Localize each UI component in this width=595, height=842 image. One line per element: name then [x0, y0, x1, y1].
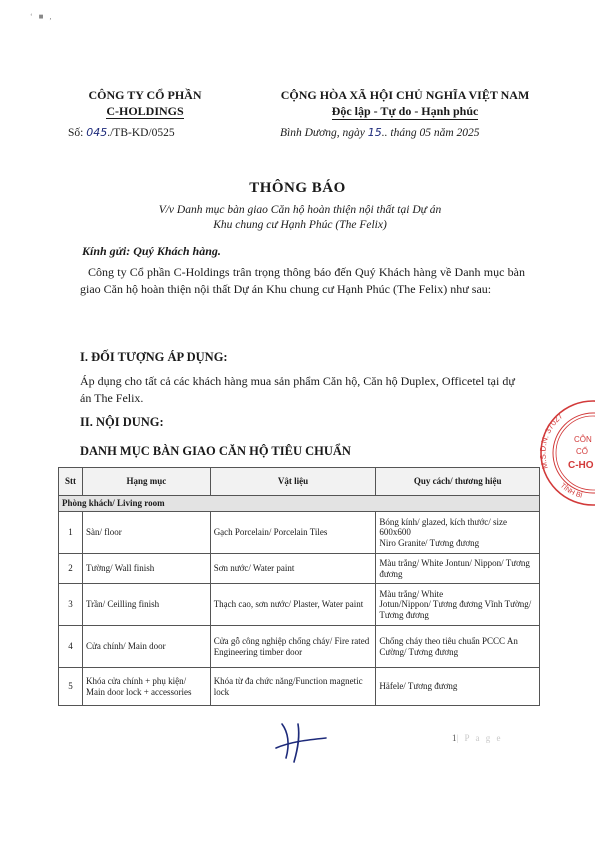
seal-bottom-tspan: TỈNH BÌ [558, 482, 583, 500]
table-row [59, 668, 540, 706]
table-row [59, 626, 540, 668]
seal-ring-tspan: M.S.D.N: 37027 [538, 411, 565, 470]
cell-stt: 4 [59, 626, 83, 668]
doc-number-prefix: Số: [68, 127, 87, 139]
place-date-suffix: .. tháng 05 năm 2025 [381, 127, 480, 139]
cell-spec: Häfele/ Tương đương [376, 668, 540, 706]
signature [268, 718, 338, 771]
section-1-heading: I. ĐỐI TƯỢNG ÁP DỤNG: [80, 350, 228, 364]
doc-number-handwritten: 045 [86, 126, 108, 139]
company-seal [538, 398, 595, 513]
notice-title: THÔNG BÁO [249, 180, 346, 196]
place-date-day: 15 [367, 126, 382, 139]
scan-mark: ‘ ■ , [30, 12, 54, 21]
seal-icon [538, 398, 595, 508]
cell-spec: Chống cháy theo tiêu chuẩn PCCC An Cường/ Tương đương [376, 626, 540, 668]
seal-ring-text [538, 411, 565, 470]
header-stt: Stt [59, 468, 83, 496]
group-living-room: Phòng khách/ Living room [59, 496, 540, 512]
header-item: Hạng mục [82, 468, 210, 496]
section-2-heading: II. NỘI DUNG: [80, 415, 164, 429]
signature-mark [268, 718, 338, 766]
document-number [68, 126, 175, 139]
header-material: Vật liệu [210, 468, 376, 496]
cell-stt: 2 [59, 554, 83, 584]
cell-material: Khóa từ đa chức năng/Function magnetic lock [210, 668, 376, 706]
company-header [60, 88, 230, 120]
cell-stt: 3 [59, 584, 83, 626]
cell-spec: Bóng kính/ glazed, kích thước/ size 600x600 Niro Granite/ Tương đương [376, 512, 540, 554]
intro-paragraph: Công ty Cổ phần C-Holdings trân trọng thông báo đến Quý Khách hàng về Danh mục bàn giao Căn hộ hoàn thiện nội thất Dự án Khu chung cư Hạnh Phúc (The Felix) như sau: [80, 265, 525, 296]
table-row [59, 512, 540, 554]
cell-spec: Màu trắng/ White Jotun/Nippon/ Tương đương Vĩnh Tường/ Tương đương [376, 584, 540, 626]
subject-line-2: Khu chung cư Hạnh Phúc (The Felix) [213, 219, 387, 231]
place-date [280, 126, 480, 139]
company-line-1: CÔNG TY CỔ PHẦN [88, 88, 202, 102]
seal-inner-1: CÔN [574, 435, 592, 444]
doc-number-suffix: ./TB-KD/0525 [107, 127, 175, 139]
handover-table [58, 467, 540, 706]
place-date-prefix: Bình Dương, ngày [280, 127, 368, 139]
cell-material: Sơn nước/ Water paint [210, 554, 376, 584]
cell-material: Cửa gỗ công nghiệp chống cháy/ Fire rated Engineering timber door [210, 626, 376, 668]
table-header-row [59, 468, 540, 496]
page-label: | P a g e [456, 733, 503, 743]
table-row [59, 584, 540, 626]
cell-item: Tường/ Wall finish [82, 554, 210, 584]
cell-material: Thạch cao, sơn nước/ Plaster, Water paint [210, 584, 376, 626]
greeting: Kính gửi: Quý Khách hàng. [82, 244, 221, 258]
header-spec: Quy cách/ thương hiệu [376, 468, 540, 496]
seal-inner-2: CỔ [576, 447, 588, 456]
section-1-body: Áp dụng cho tất cả các khách hàng mua sản phẩm Căn hộ, Căn hộ Duplex, Officetel tại dự án The Felix. [80, 374, 515, 405]
cell-item: Sàn/ floor [82, 512, 210, 554]
cell-spec: Màu trắng/ White Jontun/ Nippon/ Tương đương [376, 554, 540, 584]
republic-title: CỘNG HÒA XÃ HỘI CHỦ NGHĨA VIỆT NAM [280, 88, 530, 102]
seal-inner-3: C-HO [568, 460, 594, 471]
cell-stt: 1 [59, 512, 83, 554]
cell-stt: 5 [59, 668, 83, 706]
republic-header [255, 88, 555, 120]
page-number [452, 733, 502, 743]
cell-item: Khóa cửa chính + phụ kiện/ Main door lock + accessories [82, 668, 210, 706]
handover-list-title: DANH MỤC BÀN GIAO CĂN HỘ TIÊU CHUẨN [80, 444, 351, 458]
cell-material: Gạch Porcelain/ Porcelain Tiles [210, 512, 376, 554]
cell-item: Cửa chính/ Main door [82, 626, 210, 668]
cell-item: Trần/ Ceilling finish [82, 584, 210, 626]
table-group-row [59, 496, 540, 512]
notice-subject [110, 203, 490, 233]
table-row [59, 554, 540, 584]
page-number-value: 1 [452, 733, 457, 743]
subject-line-1: V/v Danh mục bàn giao Căn hộ hoàn thiện nội thất tại Dự án [158, 204, 442, 216]
national-motto: Độc lập - Tự do - Hạnh phúc [331, 104, 479, 118]
company-line-2: C-HOLDINGS [106, 104, 184, 118]
